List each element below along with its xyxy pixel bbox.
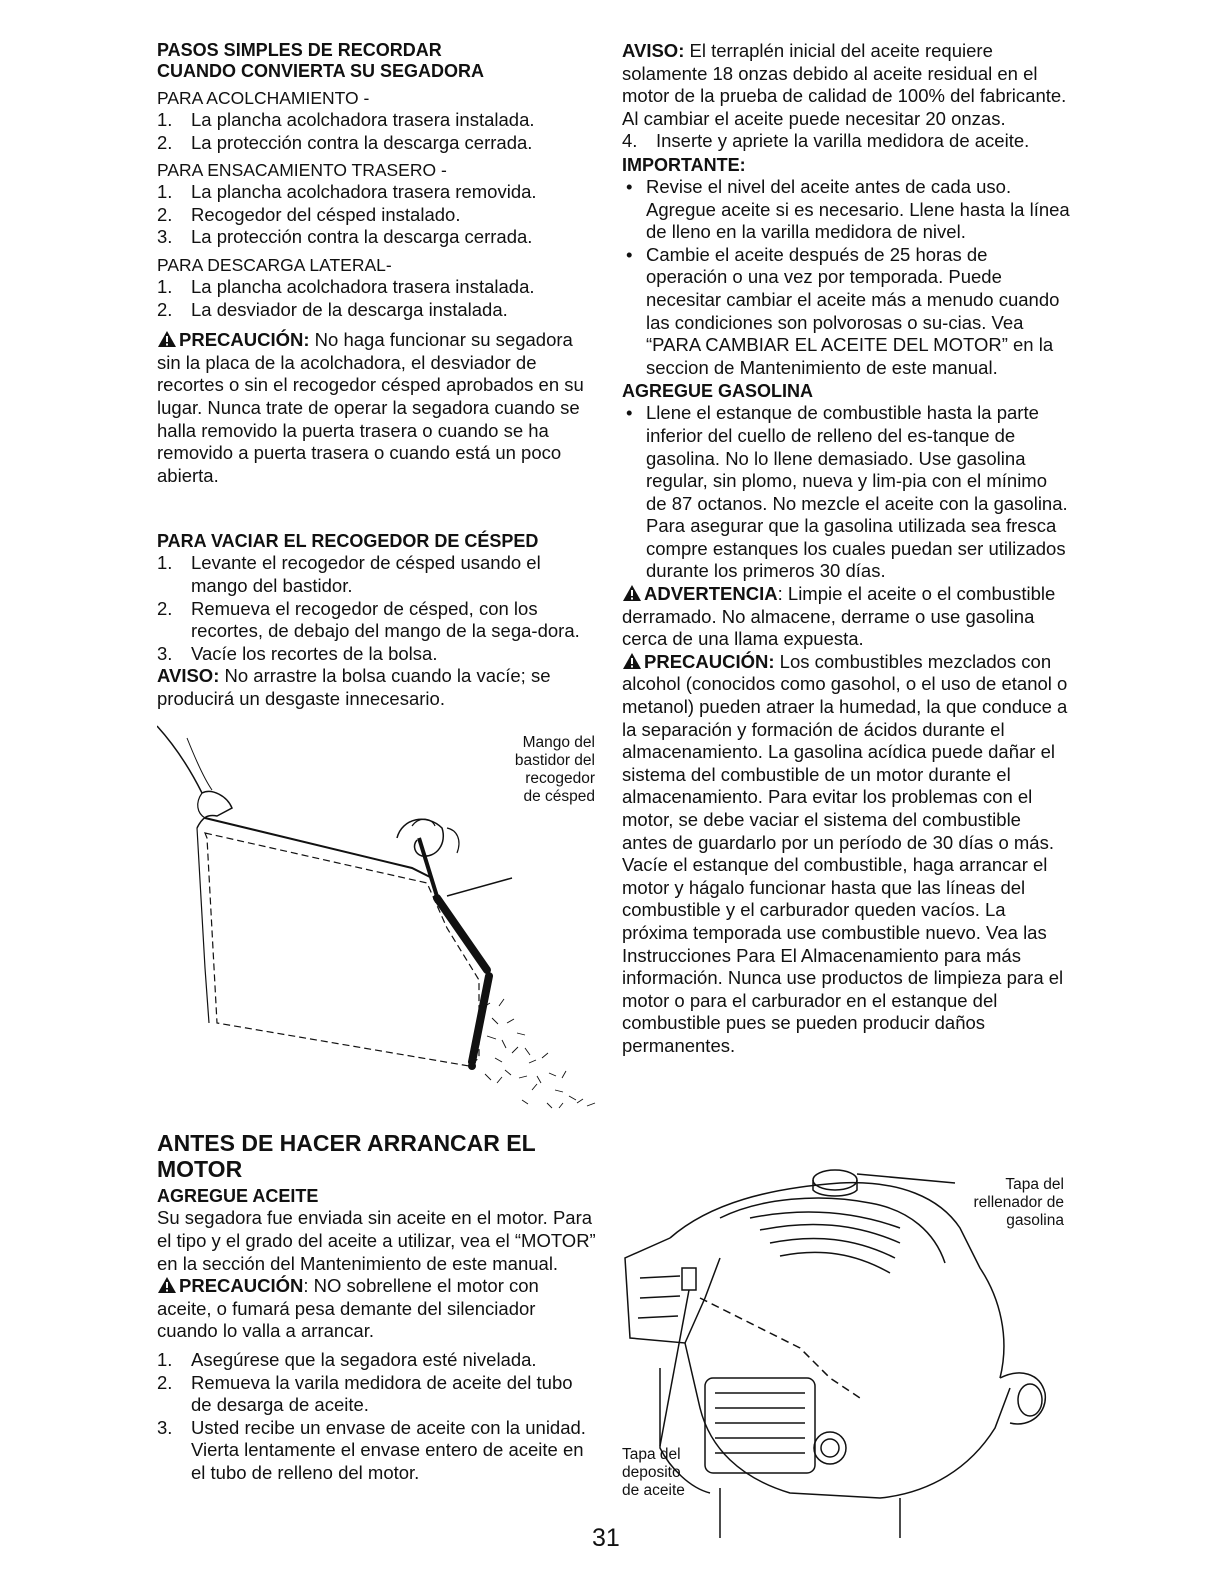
list-item: 2. Recogedor del césped instalado. <box>157 203 461 225</box>
warning-text: : Limpie el aceite o el combustible derramado. No almacene, derrame o use gasolina cerca de una llama expuesta. <box>622 583 1056 650</box>
callout-line: Tapa del <box>1005 1176 1064 1193</box>
list-item: 3. La protección contra la descarga cerrada. <box>157 226 533 248</box>
subheading-mulching: PARA ACOLCHAMIENTO - <box>157 88 370 108</box>
notice-label: AVISO: <box>157 665 220 687</box>
left-column <box>157 40 597 1485</box>
callout-line: Mango del <box>522 734 595 752</box>
list-item: 4. Inserte y apriete la varilla medidora de aceite. <box>622 130 1030 152</box>
list-item: • Cambie el aceite después de 25 horas de operación o una vez por temporada. Puede necesitar cambiar el aceite más a menudo cuando las condiciones son polvorosas o su-cias. Vea “PARA CAMBIAR EL ACEITE DEL MOTOR” en la seccion de Mantenimiento de este manual. <box>622 244 1070 380</box>
oil-step-4 <box>622 130 1070 153</box>
list-item: 1. La plancha acolchadora trasera instalada. <box>157 275 535 297</box>
important-title: IMPORTANTE: <box>622 154 746 175</box>
caution-label: PRECAUCIÓN: <box>644 650 775 672</box>
callout-line: de césped <box>523 788 595 806</box>
subheading-rear-bag: PARA ENSACAMIENTO TRASERO - <box>157 160 447 181</box>
engine-figure <box>600 1148 1070 1538</box>
warning-triangle-icon <box>157 330 177 348</box>
warning-label: ADVERTENCIA <box>644 583 778 605</box>
list-item: 1. Levante el recogedor de césped usando el mango del bastidor. <box>157 552 541 596</box>
warning-triangle-icon <box>157 1276 177 1294</box>
caution-label: PRECAUCIÓN: <box>179 329 310 351</box>
list-item: 2. La desviador de la descarga instalada. <box>157 298 508 320</box>
oil-cap-callout <box>622 1446 712 1500</box>
notice-paragraph <box>622 40 1070 130</box>
notice-text: No arrastre la bolsa cuando la vacíe; se producirá un desgaste innecesario. <box>157 665 551 709</box>
rear-bag-list <box>157 181 597 249</box>
mulching-list <box>157 109 597 154</box>
warning-triangle-icon <box>622 652 642 670</box>
add-oil-title: AGREGUE ACEITE <box>157 1186 319 1207</box>
oil-caution-paragraph <box>157 1275 597 1343</box>
callout-line: recogedor <box>525 770 595 788</box>
notice-label: AVISO: <box>622 40 685 61</box>
right-column <box>622 40 1070 1058</box>
caution-label: PRECAUCIÓN <box>179 1275 304 1297</box>
list-item: 3. Usted recibe un envase de aceite con la unidad. Vierta lentamente el envase entero de aceite en el tubo de relleno del motor. <box>157 1416 586 1483</box>
page-number: 31 <box>592 1524 620 1552</box>
subheading-side-discharge: PARA DESCARGA LATERAL- <box>157 254 392 275</box>
caution-paragraph <box>622 651 1070 1058</box>
start-title: MOTOR <box>157 1156 243 1183</box>
callout-line: bastidor del <box>514 752 595 770</box>
list-item: 2. La protección contra la descarga cerrada. <box>157 131 533 153</box>
fuel-cap-callout <box>952 1176 1064 1230</box>
list-item: 2. Remueva la varila medidora de aceite del tubo de desarga de aceite. <box>157 1371 573 1416</box>
notice-text: El terraplén inicial del aceite requiere solamente 18 onzas debido al aceite residual en el motor de la prueba de calidad de 100% del fabricante. Al cambiar el aceite puede necesitar 20 onzas. <box>622 40 1067 129</box>
warning-paragraph <box>622 583 1070 651</box>
caution-text: Los combustibles mezclados con alcohol (conocidos como gasohol, o el uso de etanol o metanol) pueden atraer la humedad, la que conduce a la separación y formación de ácidos durante el almacenamiento. La gasolina acídica puede dañar el sistema del combustible de un motor durante el almacenamiento. Para evitar los problemas con el motor, se debe vaciar el sistema del combustible antes de guardarlo por un período de 30 días o más. Vacíe el estanque del combustible, haga arrancar el motor y hágalo funcionar hasta que las líneas del combustible y el carburador queden vacíos. La próxima temporada use combustible nuevo. Vea las Instrucciones Para El Almacenamiento para más información. Nunca use productos de limpieza para el motor o para el carburador en el estanque del combustible pues se pueden producir daños permanentes. <box>622 650 1068 1056</box>
list-item: • Revise el nivel del aceite antes de cada uso. Agregue aceite si es necesario. Llene hasta la línea de lleno en la varilla medidora de nivel. <box>622 176 1070 244</box>
callout-line: de aceite <box>622 1482 685 1499</box>
grass-catcher-figure <box>157 718 597 1110</box>
list-item: 1. Asegúrese que la segadora esté nivelada. <box>157 1349 537 1371</box>
list-item: 1. La plancha acolchadora trasera removida. <box>157 181 537 203</box>
add-gas-title: AGREGUE GASOLINA <box>622 381 814 402</box>
callout-line: gasolina <box>1006 1212 1064 1229</box>
list-item: 2. Remueva el recogedor de césped, con los recortes, de debajo del mango de la sega-dora. <box>157 597 580 642</box>
caution-text: No haga funcionar su segadora sin la placa de la acolchadora, el desviador de recortes o sin el recogedor césped aprobados en su lugar. Nunca trate de operar la segadora cuando se halla removido la puerta trasera o cuando se ha removido a puerta trasera o cuando está un poco abierta. <box>157 329 584 486</box>
start-title: ANTES DE HACER ARRANCAR EL <box>157 1130 536 1157</box>
section-title: PASOS SIMPLES DE RECORDAR <box>157 40 442 60</box>
add-oil-list <box>157 1349 597 1485</box>
callout-line: deposito <box>622 1464 681 1481</box>
list-item: 1. La plancha acolchadora trasera instalada. <box>157 109 535 130</box>
empty-bag-title: PARA VACIAR EL RECOGEDOR DE CÉSPED <box>157 531 539 552</box>
caution-paragraph <box>157 329 597 487</box>
important-list <box>622 176 1070 379</box>
callout-line: Tapa del <box>622 1446 681 1463</box>
add-oil-text: Su segadora fue enviada sin aceite en el motor. Para el tipo y el grado del aceite a utilizar, vea el “MOTOR” en la sección del Mantenimiento de este manual. <box>157 1207 596 1274</box>
add-gas-list <box>622 402 1070 583</box>
handle-callout <box>502 734 595 806</box>
section-title: CUANDO CONVIERTA SU SEGADORA <box>157 61 485 81</box>
callout-line: rellenador de <box>973 1194 1064 1211</box>
empty-bag-list <box>157 552 597 665</box>
list-item: 3. Vacíe los recortes de la bolsa. <box>157 642 438 664</box>
list-item: • Llene el estanque de combustible hasta la parte inferior del cuello de relleno del es-tanque de gasolina. No lo llene demasiado. Use gasolina regular, sin plomo, nueva y lim-pia con el mínimo de 87 octanos. No mezcle el aceite con la gasolina. Para asegurar que la gasolina utilizada sea fresca compre estanques los cuales puedan ser utilizados durante los primeros 30 días. <box>622 402 1070 583</box>
side-discharge-list <box>157 276 597 321</box>
caution-text: : NO sobrellene el motor con aceite, o fumará pesa demante del silenciador cuando lo valla a arrancar. <box>157 1275 539 1342</box>
notice-paragraph <box>157 665 597 710</box>
warning-triangle-icon <box>622 584 642 602</box>
